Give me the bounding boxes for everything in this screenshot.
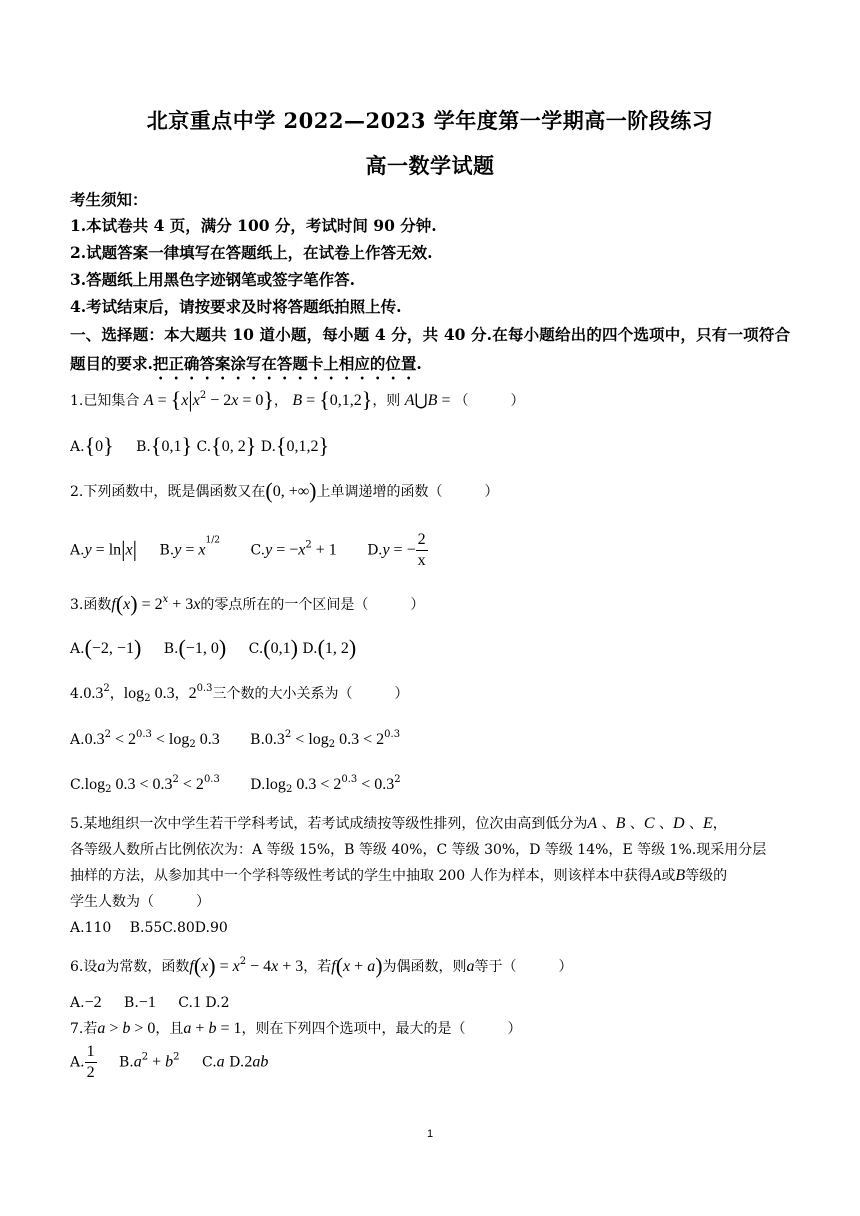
q2-option-b: B. [159, 542, 175, 559]
question-1-options: A.{0} B.{0,1} C.{0, 2} D.{0,1,2} [70, 433, 330, 458]
q5-or: 或 [661, 868, 676, 884]
section-heading [70, 320, 790, 383]
q7-mid-1: ，且 [155, 1021, 184, 1037]
q3-option-d: D. [302, 641, 318, 657]
q1-option-d: D. [260, 439, 276, 455]
q3-option-a: A. [70, 641, 85, 657]
section-intro: 一、选择题：本大题共 10 道小题，每小题 4 分，共 40 分.在每小题给出的四个选项中，只有一项符合题目的要求. [70, 325, 790, 373]
q4-label: 4. [70, 686, 84, 702]
q6-option-d: D.2 [205, 995, 230, 1011]
question-4: 4.0.3$^2$，$\log_2 0.3$，$2^{0.3}$三个数的大小关系为（ ） [70, 683, 409, 704]
q7-label: 7.若 [70, 1021, 98, 1037]
q6-option-a: A. [70, 995, 85, 1011]
q4-option-d: D. [250, 777, 266, 793]
section-end: . [416, 354, 422, 373]
q6-mid-1: 为常数，函数 [105, 959, 190, 975]
q5-line-3: 抽样的方法，从参加其中一个学科等级性考试的学生中抽取 200 人作为样本，则该样本中获得 [70, 868, 652, 884]
notice-item-2: 2.试题答案一律填写在答题纸上，在试卷上作答无效. [70, 243, 433, 262]
q1-label: 1.已知集合 [70, 393, 140, 409]
q2-end: 上单调递增的函数（ ） [316, 484, 499, 500]
q1-end: （ ） [454, 393, 525, 409]
q2-option-d: D. [367, 542, 383, 559]
q6-end: 等于（ ） [474, 959, 573, 975]
q7-option-a: A. [70, 1054, 85, 1071]
question-1: 1.已知集合 $A = \{x|x^2 - 2x = 0\}$， B = {0,1,2}，则 A⋃B = （ ） [70, 387, 525, 412]
question-7: 7.若a > b > 0，且a + b = 1，则在下列四个选项中，最大的是（ ） [70, 1020, 522, 1037]
q3-option-b: B. [163, 641, 179, 657]
q5-line-1: 5.某地组织一次中学生若干学科考试，若考试成绩按等级性排列，位次由高到低分为 [70, 816, 588, 832]
q6-mid-2: ，若 [303, 959, 332, 975]
q5-line-4: 学生人数为（ ） [70, 894, 210, 910]
q1-sep: ， [273, 393, 288, 409]
q2-option-c: C. [250, 542, 266, 559]
q3-option-c: C. [248, 641, 264, 657]
q6-option-b: B. [124, 995, 139, 1011]
question-3: 3.函数$f(x) = 2^x + 3x$的零点所在的一个区间是（ ） [70, 591, 425, 616]
q5-line-2: 各等级人数所占比例依次为： [70, 842, 252, 858]
q4-option-b: B. [250, 732, 265, 748]
q4-end: 三个数的大小关系为（ ） [212, 686, 409, 702]
exam-title: 北京重点中学 2022—2023 学年度第一学期高一阶段练习 [146, 108, 714, 133]
q5-grade-e: E 等级 1%.现采用分层 [622, 842, 767, 858]
question-2: 2.下列函数中，既是偶函数又在(0, +∞)上单调递增的函数（ ） [70, 478, 499, 503]
q5-grade-d: D 等级 14%， [529, 842, 623, 858]
q2-option-a: A. [70, 542, 85, 559]
q4-sep-1: ， [109, 686, 124, 702]
question-4-options-cd: $C.\log_2$ $0.3 < 0.3^2 < 2^{0.3}$ $D.\log_2$ $0.3 < 2^{0.3} < 0.3^2$ [70, 774, 401, 795]
question-3-options: A.(−2, −1) B.(−1, 0) C.(0,1) D.(1, 2) [70, 635, 357, 660]
q6-label: 6.设 [70, 959, 98, 975]
q4-option-a: A. [70, 732, 85, 748]
q5-grade-a: A 等级 15%， [252, 842, 345, 858]
q5-grade-suffix: 等级的 [685, 868, 728, 884]
q7-option-d: D. [229, 1054, 245, 1071]
notice-item-4: 4.考试结束后，请按要求及时将答题纸拍照上传. [70, 297, 402, 316]
section-emphasis: 把正确答案涂写在答题卡上相应的位置 [152, 354, 417, 373]
q7-option-b: B. [119, 1054, 134, 1071]
question-4-options-ab: $A.0.3^2 < 2^{0.3} < \log_2 0.3$ $B.0.3^2 < \log_2 0.3 < 2^{0.3}$ [70, 729, 401, 750]
q6-option-c: C. [178, 995, 193, 1011]
question-7-options: A. $\frac{1}{2}$ $B.a^2 + b^2$ C.a D.2ab [70, 1043, 269, 1081]
notice-item-3: 3.答题纸上用黑色字迹钢笔或签字笔作答. [70, 270, 356, 289]
q1-option-a: A. [70, 439, 85, 455]
q5-grade-b: B 等级 40%， [344, 842, 437, 858]
q3-label: 3.函数 [70, 597, 112, 613]
q1-option-c: C. [196, 439, 212, 455]
q4-option-c: C. [70, 777, 85, 793]
q7-option-c: C. [202, 1054, 217, 1071]
q1-option-b: B. [136, 439, 151, 455]
q4-sep-2: ， [174, 686, 189, 702]
question-6-options: A.−2 B.−1 C.1 D.2 [70, 994, 230, 1011]
exam-subtitle: 高一数学试题 [365, 153, 495, 178]
question-5: 5.某地组织一次中学生若干学科考试，若考试成绩按等级性排列，位次由高到低分为A 、B 、C 、D 、E， 各等级人数所占比例依次为：A 等级 15%，B 等级 40%，C 等级 30%，D 等级 14%，E 等级 1%.现采用分层 抽样的方法，从参加其中一个学科等级性考试的学生中抽取 200 人作为样本，则该样本中获得A或B等级的 学生人数为（ ） A.110 B.55C.80D.90 [70, 815, 767, 936]
q7-end: ，则在下列四个选项中，最大的是（ ） [241, 1021, 522, 1037]
question-6: 6.设a为常数，函数$f(x) = x^2 - 4x + 3$，若f(x + a)为偶函数，则a等于（ ） [70, 953, 573, 978]
q3-end: 的零点所在的一个区间是（ ） [200, 597, 425, 613]
notice-item-1: 1.本试卷共 4 页，满分 100 分，考试时间 90 分钟. [70, 216, 437, 235]
q5-grade-c: C 等级 30%， [436, 842, 530, 858]
page-number: 1 [426, 1128, 434, 1140]
question-2-options: A.y = ln|x| $B.y = x^{1/2}$ $C.y = -x^2 + 1$ D.y = − $\frac{2}{x}$ [70, 531, 426, 569]
q6-mid-3: 为偶函数，则 [382, 959, 467, 975]
q1-then: ，则 [372, 393, 401, 409]
q2-label: 2.下列函数中，既是偶函数又在 [70, 484, 266, 500]
q5-options: A.110 B.55C.80D.90 [70, 920, 228, 936]
notice-heading: 考生须知： [70, 190, 148, 209]
